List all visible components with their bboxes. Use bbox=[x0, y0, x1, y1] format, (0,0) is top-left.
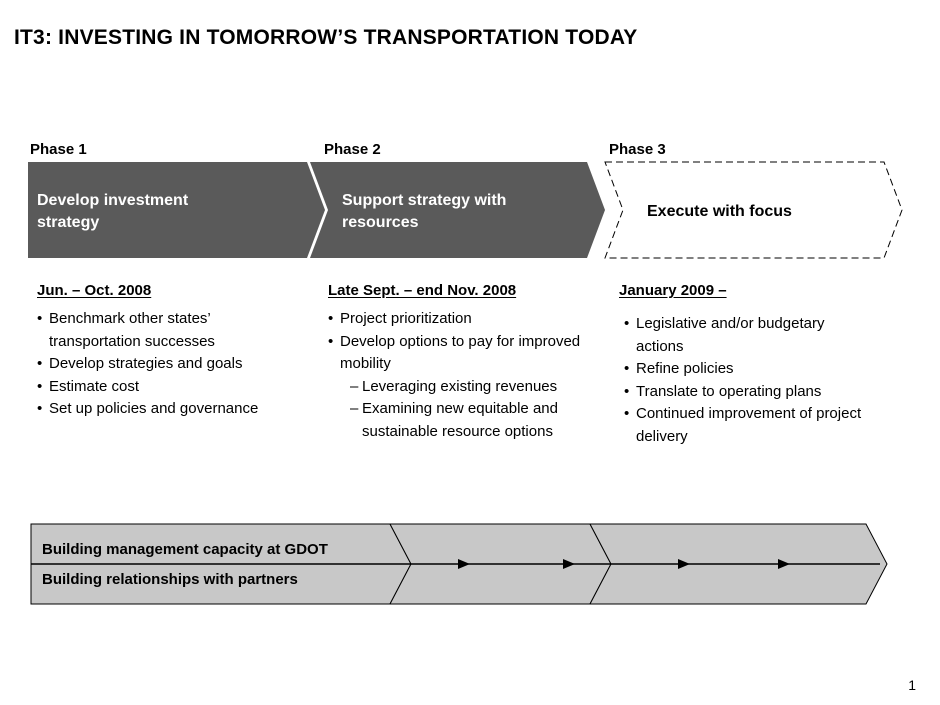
list-item: • Develop options to pay for improved mobility bbox=[326, 331, 596, 376]
sub-list-container bbox=[326, 376, 596, 444]
bar-line-1: Building management capacity at GDOT bbox=[42, 541, 328, 558]
phase-2-chevron-text: Support strategy with resources bbox=[342, 192, 507, 231]
phase-3-date: January 2009 – bbox=[619, 282, 727, 299]
page-title: IT3: INVESTING IN TOMORROW’S TRANSPORTATION TODAY bbox=[14, 26, 638, 49]
phase-2-bullets bbox=[326, 308, 596, 443]
phase-1-date: Jun. – Oct. 2008 bbox=[37, 282, 152, 299]
phase-2-sub-bullets bbox=[326, 376, 596, 444]
list-item: • Project prioritization bbox=[326, 308, 596, 331]
list-item: • Translate to operating plans bbox=[622, 381, 872, 404]
list-item: • Refine policies bbox=[622, 358, 872, 381]
list-item: • Benchmark other states’ transportation successes bbox=[35, 308, 275, 353]
phase-3-chevron-text: Execute with focus bbox=[647, 203, 792, 220]
bar-line-2: Building relationships with partners bbox=[42, 571, 298, 588]
list-item: • Continued improvement of project delivery bbox=[622, 403, 872, 448]
phase-3-bullets bbox=[622, 313, 872, 448]
page-number: 1 bbox=[908, 677, 916, 693]
phase-1-chevron-text: Develop investment strategy bbox=[37, 192, 189, 231]
list-item: • Develop strategies and goals bbox=[35, 353, 275, 376]
phase-2-date: Late Sept. – end Nov. 2008 bbox=[328, 282, 517, 299]
list-item: • Set up policies and governance bbox=[35, 398, 275, 421]
phase-2-label: Phase 2 bbox=[324, 141, 381, 158]
sub-list-item: – Leveraging existing revenues bbox=[326, 376, 596, 399]
phase-1-bullets bbox=[35, 308, 275, 421]
list-item: • Estimate cost bbox=[35, 376, 275, 399]
sub-list-item: – Examining new equitable and sustainable resource options bbox=[326, 398, 596, 443]
phase-1-label: Phase 1 bbox=[30, 141, 87, 158]
phase-3-label: Phase 3 bbox=[609, 141, 666, 158]
list-item: • Legislative and/or budgetary actions bbox=[622, 313, 872, 358]
